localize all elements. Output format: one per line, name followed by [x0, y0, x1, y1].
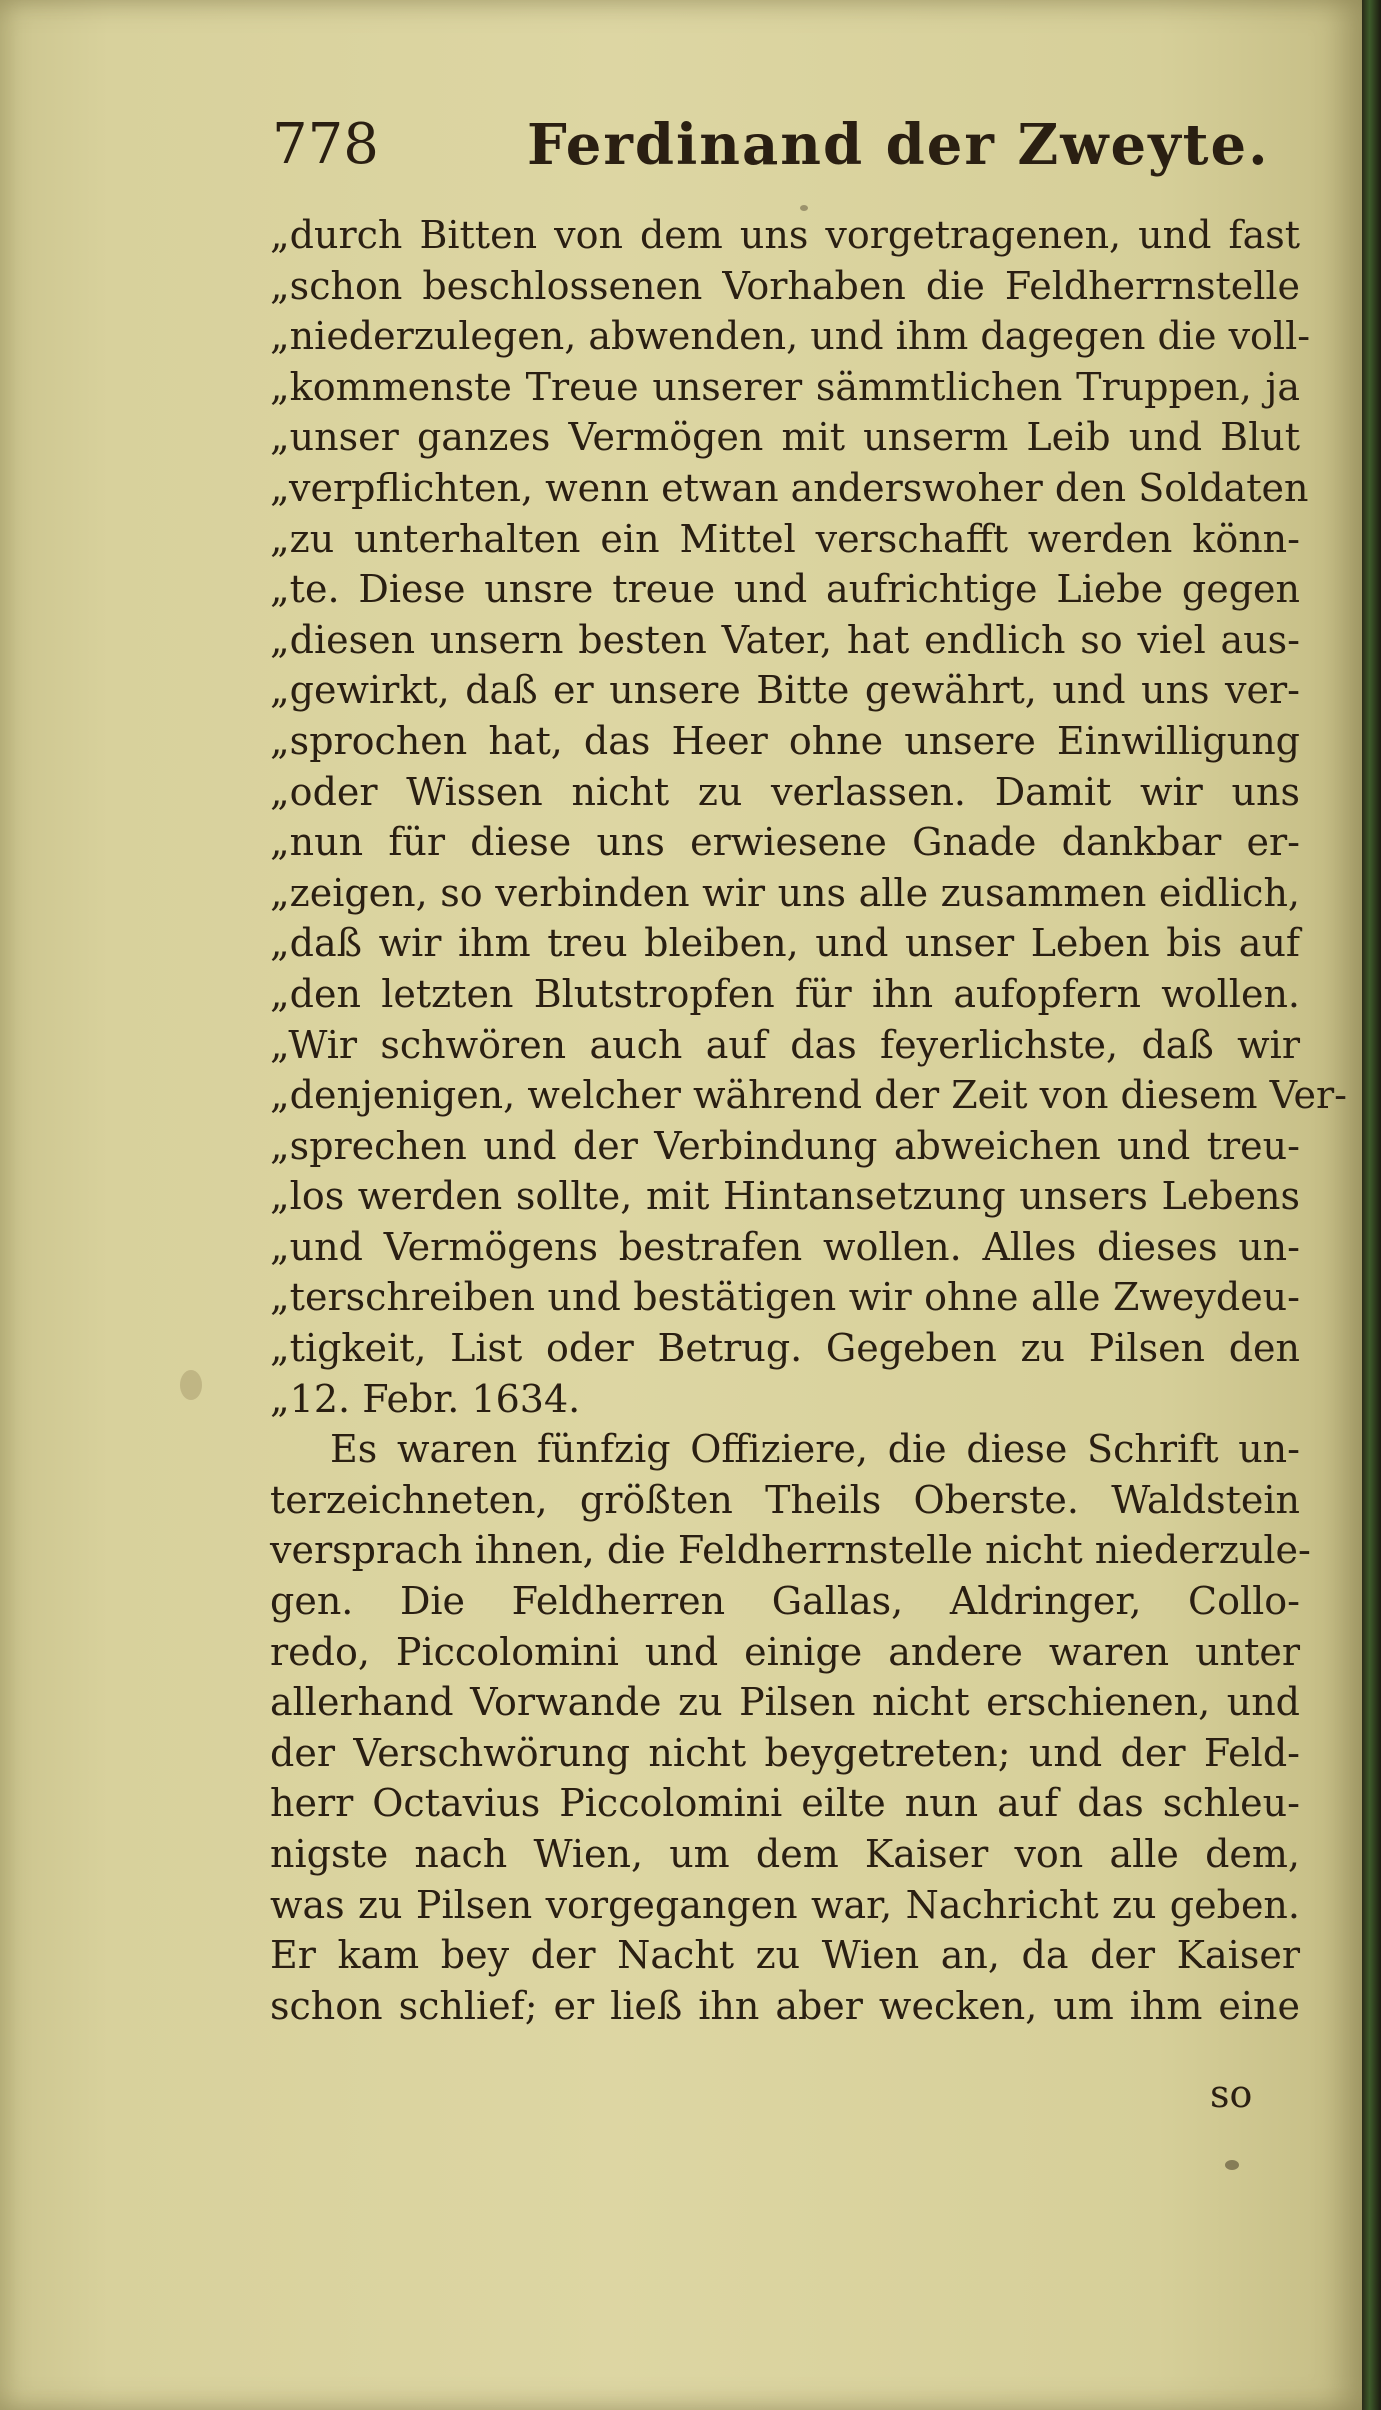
text-line: „denjenigen, welcher während der Zeit von diesem Ver- — [270, 1073, 1348, 1118]
text-line: gen. Die Feldherren Gallas, Aldringer, Collo- — [270, 1579, 1300, 1624]
text-line: „tigkeit, List oder Betrug. Gegeben zu Pilsen den — [270, 1326, 1300, 1371]
text-line: „12. Febr. 1634. — [270, 1376, 581, 1421]
text-line: „sprochen hat, das Heer ohne unsere Einwilligung — [270, 718, 1300, 763]
text-line: „verpflichten, wenn etwan anderswoher den Soldaten — [270, 465, 1309, 510]
text-line: „zu unterhalten ein Mittel verschafft werden könn- — [270, 516, 1300, 561]
text-line: Er kam bey der Nacht zu Wien an, da der Kaiser — [270, 1933, 1300, 1978]
text-line: allerhand Vorwande zu Pilsen nicht erschienen, und — [270, 1680, 1300, 1725]
text-line: „terschreiben und bestätigen wir ohne alle Zweydeu- — [270, 1275, 1300, 1320]
text-line: schon schlief; er ließ ihn aber wecken, um ihm eine — [270, 1983, 1300, 2028]
text-line: „los werden sollte, mit Hintansetzung unsers Lebens — [270, 1174, 1300, 1219]
text-line: nigste nach Wien, um dem Kaiser von alle dem, — [270, 1832, 1300, 1876]
paragraph-first-line: Es waren fünfzig Offiziere, die diese Schrift un- — [330, 1427, 1300, 1472]
text-line: „schon beschlossenen Vorhaben die Feldherrnstelle — [270, 263, 1300, 308]
text-line: „unser ganzes Vermögen mit unserm Leib und Blut — [270, 415, 1300, 460]
text-line: „daß wir ihm treu bleiben, und unser Leben bis auf — [270, 921, 1300, 966]
running-title: Ferdinand der Zweyte. — [527, 112, 1270, 178]
text-line: „diesen unsern besten Vater, hat endlich so viel aus- — [270, 617, 1300, 662]
text-line: „te. Diese unsre treue und aufrichtige Liebe gegen — [270, 567, 1300, 612]
text-line: terzeichneten, größten Theils Oberste. Waldstein — [270, 1477, 1300, 1522]
text-line: „durch Bitten von dem uns vorgetragenen, und fast — [270, 213, 1300, 257]
catchword: so — [1210, 2072, 1253, 2116]
text-line: der Verschwörung nicht beygetreten; und der Feld- — [270, 1730, 1300, 1775]
text-line: „oder Wissen nicht zu verlassen. Damit wir uns — [270, 769, 1300, 814]
text-line: was zu Pilsen vorgegangen war, Nachricht zu geben. — [270, 1882, 1300, 1927]
text-line: „zeigen, so verbinden wir uns alle zusammen eidlich, — [270, 870, 1300, 915]
paper-stain — [1225, 2160, 1239, 2170]
text-line: „niederzulegen, abwenden, und ihm dagegen die voll- — [270, 314, 1311, 359]
text-line: herr Octavius Piccolomini eilte nun auf das schleu- — [270, 1781, 1300, 1826]
body-text — [270, 210, 1348, 2031]
text-line: „den letzten Blutstropfen für ihn aufopfern wollen. — [270, 971, 1300, 1016]
page-number: 778 — [272, 112, 379, 177]
text-line: redo, Piccolomini und einige andere waren unter — [270, 1629, 1300, 1674]
text-line: versprach ihnen, die Feldherrnstelle nicht niederzule- — [270, 1528, 1311, 1573]
text-line: „sprechen und der Verbindung abweichen und treu- — [270, 1123, 1300, 1168]
text-line: „nun für diese uns erwiesene Gnade dankbar er- — [270, 820, 1300, 865]
page-header — [272, 112, 1312, 182]
book-edge — [1362, 0, 1381, 2410]
text-line: „und Vermögens bestrafen wollen. Alles dieses un- — [270, 1224, 1300, 1269]
text-line: „gewirkt, daß er unsere Bitte gewährt, und uns ver- — [270, 668, 1300, 713]
text-line: „kommenste Treue unserer sämmtlichen Truppen, ja — [270, 364, 1300, 409]
text-line: „Wir schwören auch auf das feyerlichste, daß wir — [270, 1022, 1300, 1067]
paper-stain — [180, 1370, 202, 1400]
